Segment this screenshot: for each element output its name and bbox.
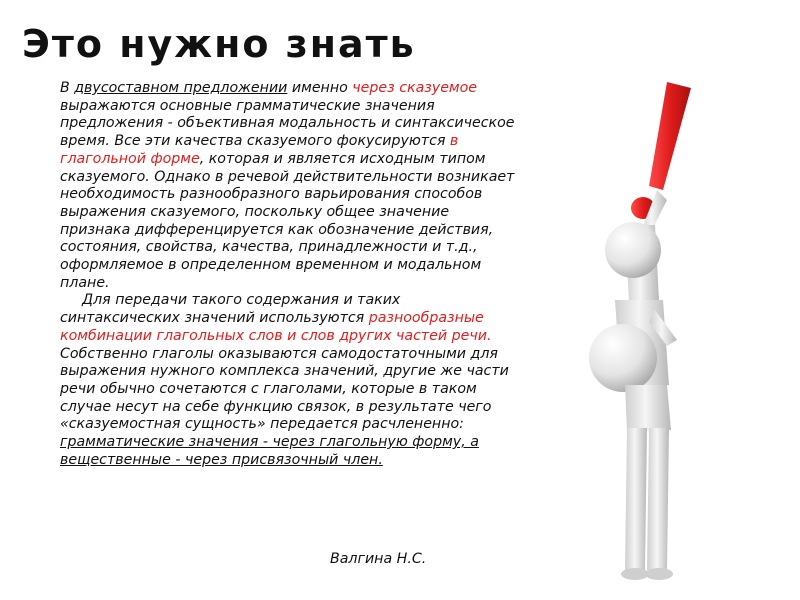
p2-text-middle: Собственно глаголы оказываются самодостаточными для выражения нужного комплекса значений, другие же части речи обычно сочетаются с глаголами, которые в таком случае несут на себе функцию связок, в результате чего «сказуемостная сущность» передается расчлененно: [60, 345, 509, 433]
p1-underlined-term: двусоставном предложении [74, 80, 288, 96]
body-text [60, 80, 522, 469]
paragraph-1 [60, 80, 522, 292]
p1-highlight-predicate: через сказуемое [352, 80, 478, 96]
page-title: Это нужно знать [22, 22, 416, 66]
p2-highlight-combinations: разнообразные комбинации глагольных слов и слов других частей речи. [60, 310, 492, 344]
p2-underlined-conclusion: грамматические значения - через глагольную форму, а вещественные - через присвязочный член. [60, 434, 479, 468]
p1-text-start: В [60, 80, 75, 96]
p1-text-end: , которая и является исходным типом сказуемого. Однако в речевой действительности возникает необходимость разнообразного варьирования способов выражения сказуемого, поскольку общее значение признака дифференцируется как обозначение действия, состояния, свойства, качества, принадлежности и т.д., оформляемое в определенном временном и модальном плане. [60, 150, 515, 291]
p1-highlight-verb-form: в глагольной форме [60, 133, 459, 167]
bottom-figure [621, 385, 673, 580]
p1-text: именно [287, 80, 353, 96]
p1-text-middle: выражаются основные грамматические значения предложения - объективная модальность и синтаксическое время. Все эти качества сказуемого фокусируются [60, 97, 515, 150]
p2-text-start: Для передачи такого содержания и таких синтаксических значений используются [60, 292, 401, 327]
author-attribution: Валгина Н.С. [330, 551, 427, 567]
middle-figure [589, 300, 677, 392]
people-tower-illustration [585, 40, 775, 590]
paragraph-2 [60, 292, 522, 469]
